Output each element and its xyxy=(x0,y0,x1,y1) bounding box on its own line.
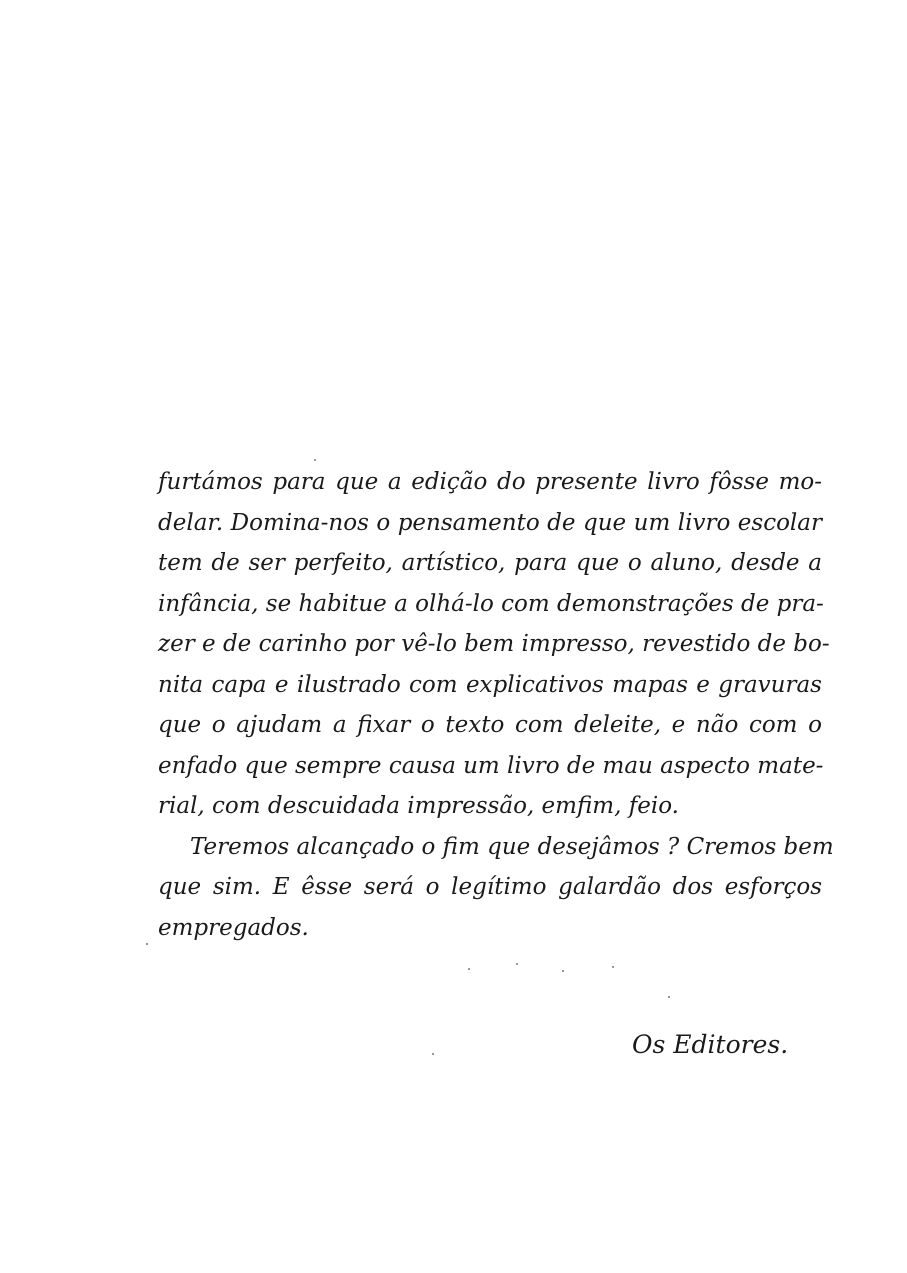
text-line: que sim. E êsse será o legítimo galardão dos esforços xyxy=(158,874,822,900)
text-line: tem de ser perfeito, artístico, para que o aluno, desde a xyxy=(158,550,822,576)
text-line: enfado que sempre causa um livro de mau aspecto mate- xyxy=(158,752,824,779)
print-speck xyxy=(432,1053,434,1055)
text-line: zer e de carinho por vê-lo bem impresso, revestido de bo- xyxy=(158,631,830,657)
print-speck xyxy=(612,966,614,968)
print-speck xyxy=(668,996,670,998)
text-line: que o ajudam a fixar o texto com deleite, e não com o xyxy=(158,712,822,738)
print-speck xyxy=(146,943,148,945)
print-speck xyxy=(468,968,470,970)
text-line: empregados. xyxy=(158,914,309,941)
text-line: nita capa e ilustrado com explicativos mapas e gravuras xyxy=(158,671,822,698)
text-line: Teremos alcançado o fim que desejâmos ? Cremos bem xyxy=(190,833,834,860)
print-speck xyxy=(516,963,518,965)
text-line: infância, se habitue a olhá-lo com demonstrações de pra- xyxy=(158,590,824,617)
print-speck xyxy=(562,970,564,972)
print-speck xyxy=(314,459,316,461)
text-line: delar. Domina-nos o pensamento de que um livro escolar xyxy=(158,509,822,536)
signature: Os Editores. xyxy=(632,1030,789,1059)
text-block xyxy=(158,462,834,948)
text-line: rial, com descuidada impressão, emfim, feio. xyxy=(158,793,679,819)
text-line: furtámos para que a edição do presente livro fôsse mo- xyxy=(158,469,822,495)
